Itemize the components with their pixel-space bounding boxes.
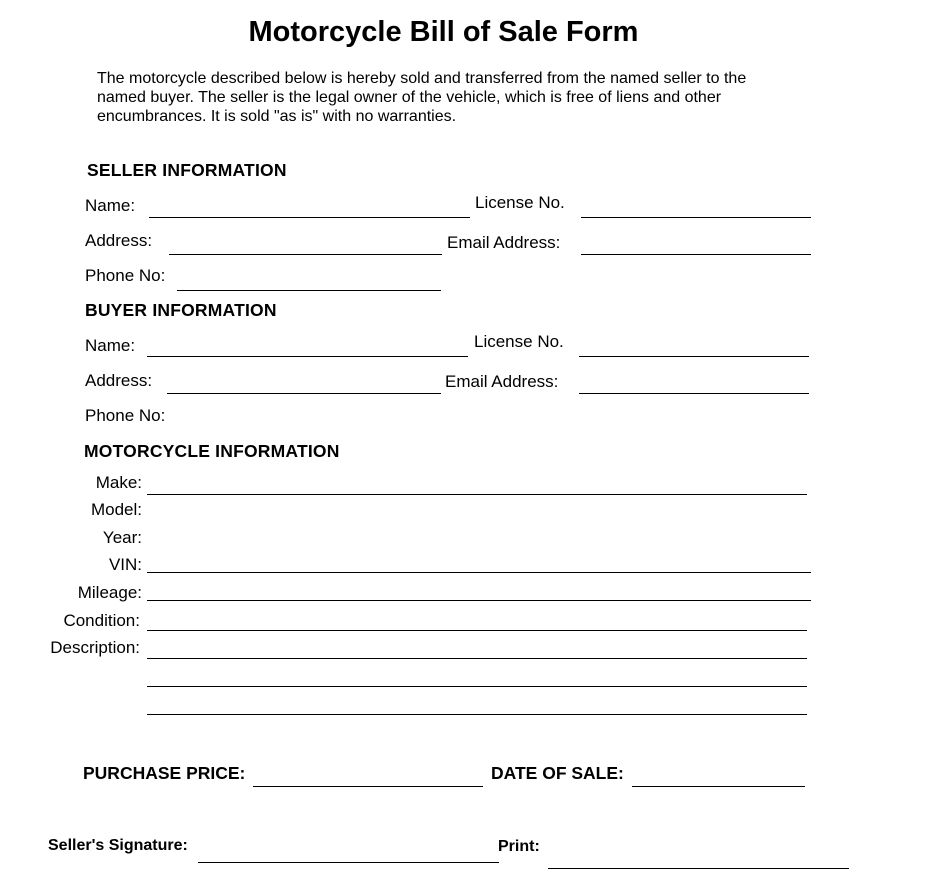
seller-name-field[interactable] <box>149 217 470 218</box>
seller-phone-label: Phone No: <box>85 266 166 285</box>
condition-label: Condition: <box>63 611 140 630</box>
buyer-email-field[interactable] <box>579 393 809 394</box>
mileage-label: Mileage: <box>77 583 142 602</box>
make-label: Make: <box>95 473 142 492</box>
description-field-line-2[interactable] <box>147 686 807 687</box>
model-label: Model: <box>90 500 142 519</box>
page-title: Motorcycle Bill of Sale Form <box>248 16 639 48</box>
buyer-phone-label: Phone No: <box>85 406 166 425</box>
buyer-name-label: Name: <box>85 336 136 355</box>
intro-paragraph: The motorcycle described below is hereby sold and transferred from the named seller to the named buyer. The seller is the legal owner of the vehicle, which is free of liens and other encumbrances. It is sold "as is" with no warranties. <box>97 70 747 125</box>
description-label: Description: <box>50 638 140 657</box>
buyer-address-field[interactable] <box>167 393 441 394</box>
seller-license-field[interactable] <box>581 217 811 218</box>
buyer-license-field[interactable] <box>579 356 809 357</box>
buyer-email-label: Email Address: <box>445 372 559 391</box>
buyer-address-label: Address: <box>85 371 153 390</box>
buyer-heading: BUYER INFORMATION <box>85 300 277 320</box>
motorcycle-heading: MOTORCYCLE INFORMATION <box>84 441 340 461</box>
description-field-line-3[interactable] <box>147 714 807 715</box>
make-field[interactable] <box>147 494 807 495</box>
seller-phone-field[interactable] <box>177 290 441 291</box>
vin-field[interactable] <box>147 572 811 573</box>
date-of-sale-label: DATE OF SALE: <box>491 763 624 783</box>
description-field-line-1[interactable] <box>147 658 807 659</box>
print-name-field[interactable] <box>548 868 849 869</box>
condition-field[interactable] <box>147 630 807 631</box>
buyer-name-field[interactable] <box>147 356 468 357</box>
vin-label: VIN: <box>108 555 142 574</box>
mileage-field[interactable] <box>147 600 811 601</box>
seller-heading: SELLER INFORMATION <box>87 160 287 180</box>
date-of-sale-field[interactable] <box>632 786 805 787</box>
seller-signature-label: Seller's Signature: <box>48 837 188 854</box>
seller-email-label: Email Address: <box>447 233 561 252</box>
seller-name-label: Name: <box>85 196 136 215</box>
seller-license-label: License No. <box>475 193 565 212</box>
buyer-license-label: License No. <box>474 332 564 351</box>
seller-address-label: Address: <box>85 231 153 250</box>
print-label: Print: <box>498 838 540 855</box>
seller-address-field[interactable] <box>169 254 442 255</box>
seller-signature-field[interactable] <box>198 862 499 863</box>
purchase-price-field[interactable] <box>253 786 483 787</box>
seller-email-field[interactable] <box>581 254 811 255</box>
purchase-price-label: PURCHASE PRICE: <box>83 763 246 783</box>
year-label: Year: <box>102 528 142 547</box>
